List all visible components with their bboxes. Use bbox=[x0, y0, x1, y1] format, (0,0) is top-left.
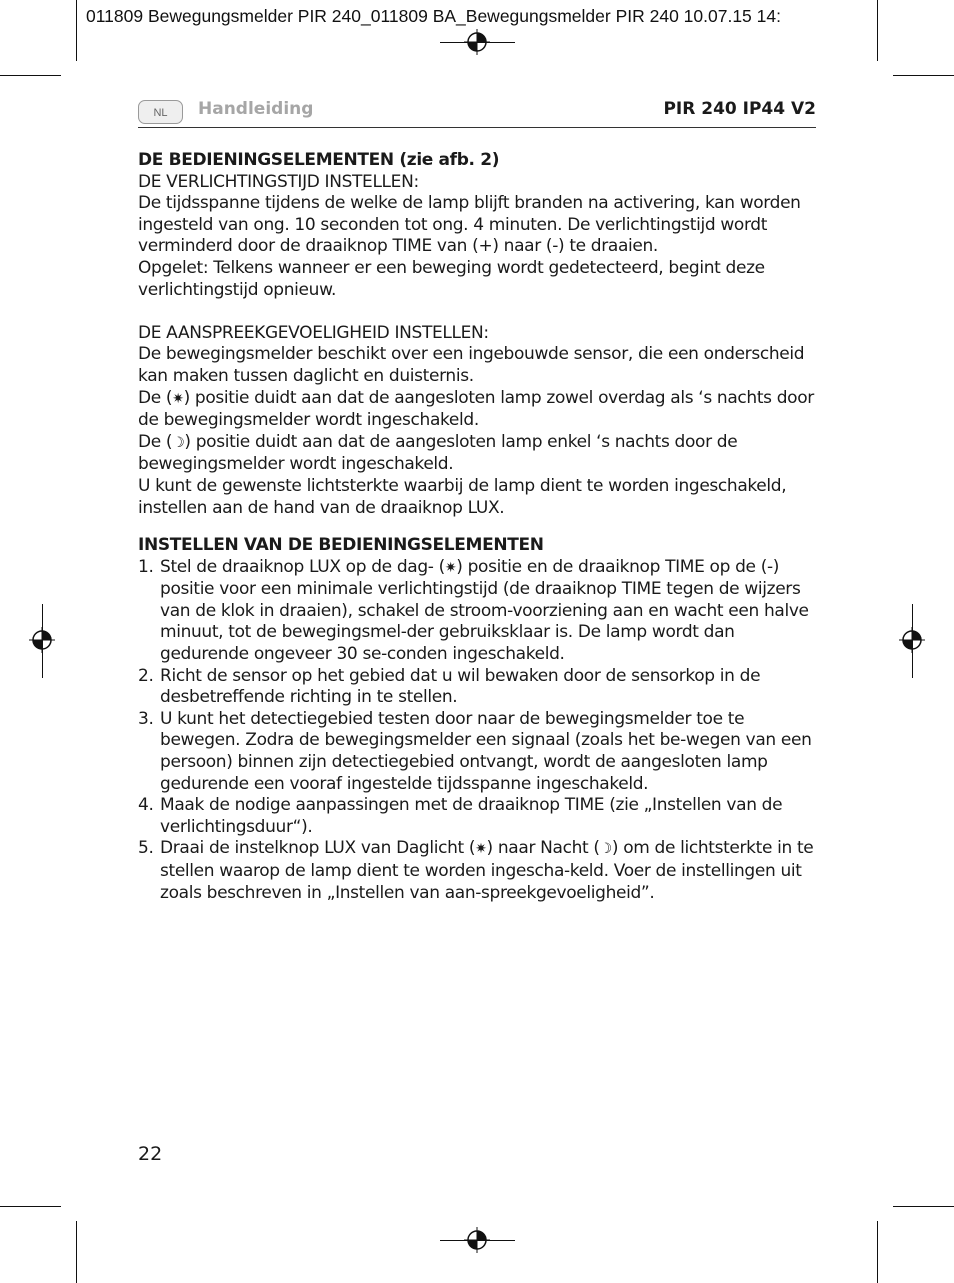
list-item: 1. Stel de draaiknop LUX op de dag- (✷) positie en de draaiknop TIME op de (-) positie voor een minimale verlichtingstijd (de draaiknop TIME tegen de wijzers van de klok in draaien), schakel de stroom-voorziening aan en wacht een halve minuut, tot de bewegingsmel-der gebruiksklaar is. De lamp wordt dan gedurende ongeveer 30 se-conden ingeschakeld. bbox=[138, 556, 809, 665]
manual-title: Handleiding bbox=[198, 99, 314, 119]
section-heading: DE BEDIENINGSELEMENTEN (zie afb. 2) bbox=[138, 150, 500, 170]
subheading: DE VERLICHTINGSTIJD INSTELLEN: bbox=[138, 171, 419, 192]
moon-icon: ☽ bbox=[172, 434, 185, 451]
crop-mark bbox=[877, 0, 878, 61]
print-slug: 011809 Bewegungsmelder PIR 240_011809 BA_Bewegungsmelder PIR 240 10.07.15 14: bbox=[86, 6, 781, 26]
crop-mark bbox=[877, 1221, 878, 1283]
language-badge: NL bbox=[138, 100, 183, 124]
manual-content bbox=[138, 150, 818, 904]
paragraph: U kunt de gewenste lichtsterkte waarbij de lamp dient te worden ingeschakeld, instellen aan de hand van de draaiknop LUX. bbox=[138, 475, 787, 518]
crop-mark bbox=[893, 75, 954, 76]
paragraph: De (☽) positie duidt aan dat de aangesloten lamp enkel ‘s nachts door de bewegingsmelder wordt ingeschakeld. bbox=[138, 431, 738, 475]
registration-line bbox=[912, 604, 913, 678]
registration-line bbox=[42, 604, 43, 678]
paragraph: Opgelet: Telkens wanneer er een beweging wordt gedetecteerd, begint deze verlichtingstijd opnieuw. bbox=[138, 257, 765, 300]
list-item: 5. Draai de instelknop LUX van Daglicht (✷) naar Nacht (☽) om de lichtsterkte in te stellen waarop de lamp dient te worden ingescha-keld. Voer de instellingen uit zoals beschreven in „Instellen van aan-spreekgevoeligheid”. bbox=[138, 838, 814, 903]
paragraph: De (✷) positie duidt aan dat de aangesloten lamp zowel overdag als ‘s nachts door de bewegingsmelder wordt ingeschakeld. bbox=[138, 387, 814, 431]
section-heading: INSTELLEN VAN DE BEDIENINGSELEMENTEN bbox=[138, 535, 544, 556]
paragraph: De bewegingsmelder beschikt over een ingebouwde sensor, die een onderscheid kan maken tussen daglicht en duisternis. bbox=[138, 344, 805, 386]
header-rule bbox=[138, 127, 816, 128]
sun-icon: ✷ bbox=[475, 841, 487, 858]
steps-list bbox=[138, 557, 818, 905]
crop-mark bbox=[893, 1206, 954, 1207]
registration-line bbox=[440, 1240, 515, 1241]
list-item: 3. U kunt het detectiegebied testen door naar de bewegingsmelder toe te bewegen. Zodra de bewegingsmelder een signaal (zoals het be-wegen van een persoon) binnen zijn detectiegebied ontvangt, wordt de aangesloten lamp gedurende een vooraf ingestelde tijdsspanne ingeschakeld. bbox=[138, 708, 812, 794]
moon-icon: ☽ bbox=[599, 841, 612, 858]
crop-mark bbox=[0, 1206, 61, 1207]
sun-icon: ✷ bbox=[444, 559, 457, 576]
model-name: PIR 240 IP44 V2 bbox=[663, 99, 816, 119]
registration-line bbox=[440, 42, 515, 43]
list-item: 4. Maak de nodige aanpassingen met de draaiknop TIME (zie „Instellen van de verlichtingsduur“). bbox=[138, 795, 783, 837]
sun-icon: ✷ bbox=[172, 390, 184, 407]
crop-mark bbox=[76, 0, 77, 61]
crop-mark bbox=[0, 75, 61, 76]
page-number: 22 bbox=[138, 1143, 163, 1165]
subheading: DE AANSPREEKGEVOELIGHEID INSTELLEN: bbox=[138, 322, 489, 343]
paragraph: De tijdsspanne tijdens de welke de lamp blijft branden na activering, kan worden ingesteld van ong. 10 seconden tot ong. 4 minuten. De verlichtingstijd wordt verminderd door de draaiknop TIME van (+) naar (-) te draaien. bbox=[138, 193, 801, 257]
list-item: 2. Richt de sensor op het gebied dat u wil bewaken door de sensorkop in de desbetreffende richting in te stellen. bbox=[138, 665, 761, 708]
crop-mark bbox=[76, 1221, 77, 1283]
